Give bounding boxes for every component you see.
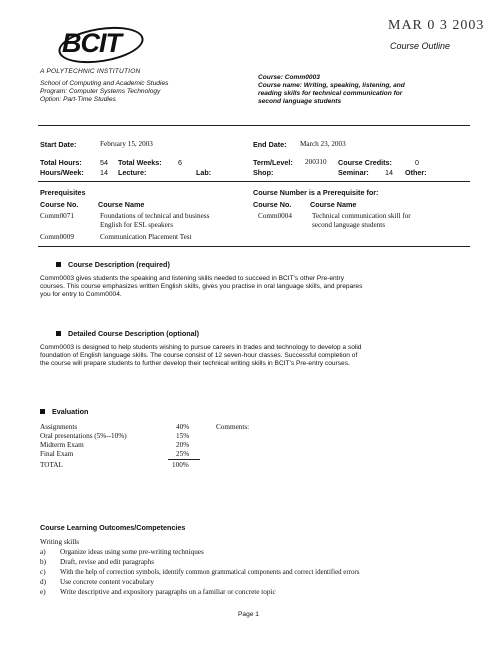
eval-row-4-value: 25% xyxy=(176,450,190,458)
prereq-col-course-name: Course Name xyxy=(98,200,145,209)
total-hours-value: 54 xyxy=(100,158,108,167)
outcome-c-text: With the help of correction symbols, identify common grammatical components and correct identified errors xyxy=(60,569,360,576)
prereq-for-row-1-name-2: second language students xyxy=(312,221,386,229)
lab-label: Lab: xyxy=(196,168,212,177)
prereq-divider xyxy=(38,246,470,247)
hours-week-label: Hours/Week: xyxy=(40,168,84,177)
eval-total-value: 100% xyxy=(172,461,189,469)
other-label: Other: xyxy=(405,168,427,177)
detailed-description-heading: Detailed Course Description (optional) xyxy=(68,329,199,338)
eval-row-3-label: Midterm Exam xyxy=(40,441,84,449)
eval-row-2-label: Oral presentations (5%--10%) xyxy=(40,432,127,440)
eval-row-1-value: 40% xyxy=(176,423,190,431)
term-level-label: Term/Level: xyxy=(253,158,293,167)
prereq-row-1-name-2: English for ESL speakers xyxy=(100,221,173,229)
course-name-line-1: Course name: Writing, speaking, listening, and xyxy=(258,82,405,89)
course-credits-label: Course Credits: xyxy=(338,158,392,167)
course-description-line-3: you for entry to Comm0004. xyxy=(40,291,122,298)
option-name: Option: Part-Time Studies xyxy=(40,96,116,103)
course-description-heading: Course Description (required) xyxy=(68,260,170,269)
eval-row-4-label: Final Exam xyxy=(40,450,74,458)
outcome-a-letter: a) xyxy=(40,548,46,556)
page-number: Page 1 xyxy=(238,611,259,618)
seminar-label: Seminar: xyxy=(338,168,369,177)
term-level-value: 200310 xyxy=(305,158,327,166)
detailed-description-line-1: Comm0003 is designed to help students wishing to pursue careers in trades and technology to develop a solid xyxy=(40,344,362,351)
start-date-value: February 15, 2003 xyxy=(100,140,153,148)
prereq-row-1-name-1: Foundations of technical and business xyxy=(100,212,210,220)
logo-wordmark: BCIT xyxy=(62,28,121,58)
date-stamp: MAR 0 3 2003 xyxy=(388,18,485,33)
square-bullet-icon xyxy=(40,409,45,414)
outcome-a-text: Organize ideas using some pre-writing techniques xyxy=(60,548,204,556)
prereq-col-course-no: Course No. xyxy=(40,200,79,209)
total-hours-label: Total Hours: xyxy=(40,158,82,167)
course-credits-value: 0 xyxy=(415,158,419,167)
outcomes-subheading: Writing skills xyxy=(40,538,80,546)
outcome-e-text: Write descriptive and expository paragraphs on a familiar or concrete topic xyxy=(60,588,276,596)
program-name: Program: Computer Systems Technology xyxy=(40,88,161,95)
prerequisites-heading: Prerequisites xyxy=(40,188,86,197)
hours-week-value: 14 xyxy=(100,168,108,177)
outcomes-heading: Course Learning Outcomes/Competencies xyxy=(40,523,186,532)
end-date-value: March 23, 2003 xyxy=(300,140,346,148)
prereq-for-row-1-name-1: Technical communication skill for xyxy=(312,212,411,220)
outcome-d-letter: d) xyxy=(40,578,46,586)
prereq-row-1-no: Comm0071 xyxy=(40,212,74,220)
document-title: Course Outline xyxy=(390,41,451,51)
course-name-line-3: second language students xyxy=(258,98,342,105)
total-weeks-value: 6 xyxy=(178,158,182,167)
outcome-d-text: Use concrete content vocabulary xyxy=(60,578,154,586)
top-divider xyxy=(38,125,470,126)
prereq-row-2-no: Comm0009 xyxy=(40,233,74,241)
prereq-for-col-course-name: Course Name xyxy=(310,200,357,209)
square-bullet-icon xyxy=(56,331,61,336)
total-weeks-label: Total Weeks: xyxy=(118,158,162,167)
detailed-description-line-2: foundation of English language skills. The course consist of 12 seven-hour classes. Successful completion of xyxy=(40,352,358,359)
outcome-b-text: Draft, revise and edit paragraphs xyxy=(60,558,154,566)
start-date-label: Start Date: xyxy=(40,140,77,149)
eval-row-3-value: 20% xyxy=(176,441,190,449)
eval-row-2-value: 15% xyxy=(176,432,190,440)
course-code: Course: Comm0003 xyxy=(258,74,320,81)
outcome-c-letter: c) xyxy=(40,568,46,576)
course-description-line-1: Comm0003 gives students the speaking and listening skills needed to succeed in BCIT's other Pre-entry xyxy=(40,275,345,282)
school-name: School of Computing and Academic Studies xyxy=(40,80,169,87)
lecture-label: Lecture: xyxy=(118,168,147,177)
end-date-label: End Date: xyxy=(253,140,287,149)
detailed-description-line-3: the course will prepare students to further develop their technical writing skills in BCIT's Pre-entry courses. xyxy=(40,360,350,367)
seminar-value: 14 xyxy=(385,168,393,177)
prereq-for-row-1-no: Comm0004 xyxy=(258,212,292,220)
comments-label: Comments: xyxy=(216,423,250,431)
prereq-for-col-course-no: Course No. xyxy=(253,200,292,209)
course-name-line-2: reading skills for technical communication for xyxy=(258,90,403,97)
course-description-line-2: courses. This course emphasizes written English skills, gives you practise in oral language skills, and prepares xyxy=(40,283,363,290)
eval-total-label: TOTAL xyxy=(40,461,63,469)
total-underline xyxy=(168,459,200,460)
prereq-row-2-name-1: Communication Placement Test xyxy=(100,233,192,241)
prereq-for-heading: Course Number is a Prerequisite for: xyxy=(253,188,379,197)
details-divider xyxy=(38,181,470,182)
evaluation-heading: Evaluation xyxy=(52,407,89,416)
outcome-b-letter: b) xyxy=(40,558,46,566)
outcome-e-letter: e) xyxy=(40,588,46,596)
eval-row-1-label: Assignments xyxy=(40,423,78,431)
shop-label: Shop: xyxy=(253,168,274,177)
logo-tagline: A POLYTECHNIC INSTITUTION xyxy=(40,68,141,75)
square-bullet-icon xyxy=(56,262,61,267)
